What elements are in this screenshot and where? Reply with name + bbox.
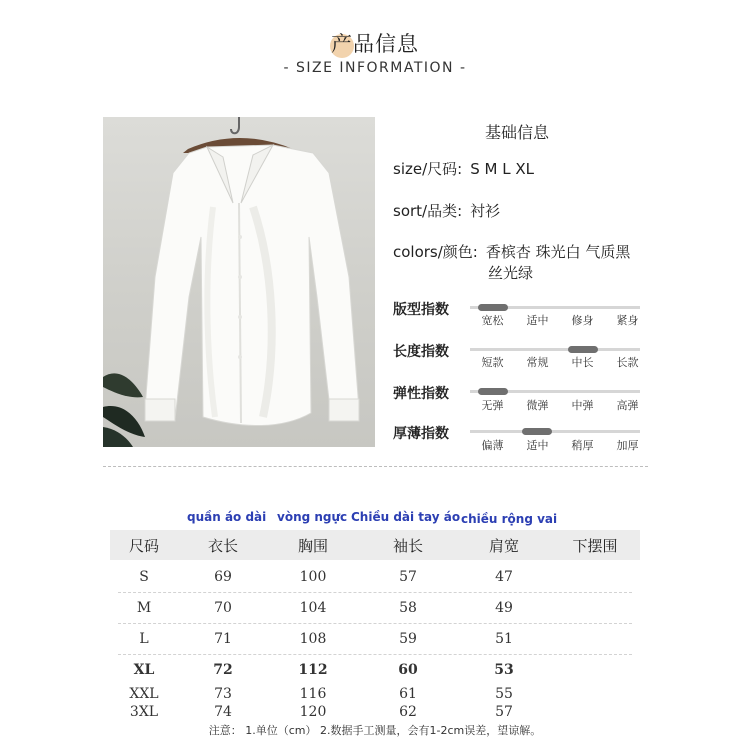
cell-shoulder: 47 [495,569,513,585]
size-table-header [110,530,640,560]
size-label: size/尺码: [393,160,463,178]
length-tick: 短款 [481,356,504,369]
sort-value: 衬衫 [470,202,501,220]
cell-size: 3XL [129,704,159,720]
fit-index-label: 版型指数 [393,302,449,318]
table-row [110,703,640,721]
page-subtitle: - SIZE INFORMATION - [283,60,467,76]
cell-chest: 100 [299,569,327,585]
thickness-index-knob [522,428,552,435]
cell-length: 71 [214,631,232,647]
sort-row [393,200,500,221]
viet-label-length: quần áo dài [187,510,267,524]
cell-size: XXL [129,686,159,702]
elastic-index-label: 弹性指数 [393,386,449,402]
sort-label: sort/品类: [393,202,463,220]
colors-value-line1: 香槟杏 珠光白 气质黑 [485,243,631,261]
header-length: 衣长 [207,536,238,555]
length-index-ticks [470,354,650,370]
header-size: 尺码 [128,536,159,555]
elastic-tick: 无弹 [481,399,504,412]
cell-shoulder: 53 [494,662,514,678]
thickness-tick: 偏薄 [481,439,504,452]
fit-index-knob [478,304,508,311]
cell-size: M [136,600,152,616]
cell-sleeve: 61 [399,686,417,702]
table-row [110,593,640,623]
colors-value-line2: 丝光绿 [488,264,534,282]
length-tick: 长款 [616,356,639,369]
cell-chest: 120 [299,704,327,720]
section-divider [103,466,648,467]
fit-tick: 适中 [526,314,549,327]
elastic-index-scale [470,390,640,393]
length-index-label: 长度指数 [393,344,449,360]
elastic-tick: 微弹 [526,399,549,412]
colors-label: colors/颜色: [393,243,478,261]
cell-chest: 104 [299,600,327,616]
fit-tick: 宽松 [481,314,504,327]
basic-info-heading: 基础信息 [485,123,550,142]
cell-chest: 108 [299,631,327,647]
cell-sleeve: 62 [399,704,417,720]
table-row [110,562,640,592]
viet-label-chest: vòng ngực [277,510,348,524]
cell-length: 74 [214,704,232,720]
product-photo [103,117,375,447]
page-title: 产品信息 [331,32,419,56]
elastic-tick: 高弹 [616,399,639,412]
table-row [110,685,640,703]
thickness-index-ticks [470,437,650,453]
elastic-tick: 中弹 [571,399,594,412]
fit-index-ticks [470,312,650,328]
cell-shoulder: 51 [495,631,513,647]
cell-chest: 116 [299,686,327,702]
cell-size: XL [133,662,155,678]
length-tick: 中长 [571,356,594,369]
length-index-scale [470,348,640,351]
viet-label-shoulder: chiều rộng vai [461,512,558,526]
size-row [393,158,534,179]
cell-length: 69 [214,569,232,585]
cell-shoulder: 55 [495,686,513,702]
cell-length: 70 [214,600,232,616]
cell-sleeve: 58 [399,600,417,616]
footnote: 注意： 1.单位（cm） 2.数据手工测量，会有1-2cm误差，望谅解。 [208,724,542,737]
thickness-index-label: 厚薄指数 [393,426,449,442]
size-table [110,530,640,721]
cell-sleeve: 57 [399,569,417,585]
viet-label-sleeve: Chiều dài tay áo [351,510,461,524]
cell-shoulder: 57 [495,704,513,720]
cell-size: L [139,631,149,647]
title-block [0,28,750,58]
table-row [110,655,640,685]
cell-size: S [139,569,149,585]
thickness-tick: 适中 [526,439,549,452]
length-index-knob [568,346,598,353]
header-sleeve: 袖长 [392,536,423,555]
cell-length: 73 [214,686,232,702]
fit-index-scale [470,306,640,309]
table-row [110,624,640,654]
fit-tick: 紧身 [616,314,639,327]
header-hem: 下摆围 [572,536,618,555]
header-shoulder: 肩宽 [488,536,519,555]
cell-sleeve: 60 [398,662,418,678]
colors-row [393,241,630,262]
thickness-tick: 稍厚 [571,439,594,452]
cell-length: 72 [213,662,233,678]
length-tick: 常规 [526,356,549,369]
cell-shoulder: 49 [495,600,513,616]
thickness-tick: 加厚 [616,439,639,452]
cell-chest: 112 [298,662,328,678]
elastic-index-ticks [470,397,650,413]
elastic-index-knob [478,388,508,395]
size-value: S M L XL [470,160,534,178]
header-chest: 胸围 [297,536,328,555]
cell-sleeve: 59 [399,631,417,647]
thickness-index-scale [470,430,640,433]
fit-tick: 修身 [571,314,594,327]
white-shirt-image [103,117,375,447]
